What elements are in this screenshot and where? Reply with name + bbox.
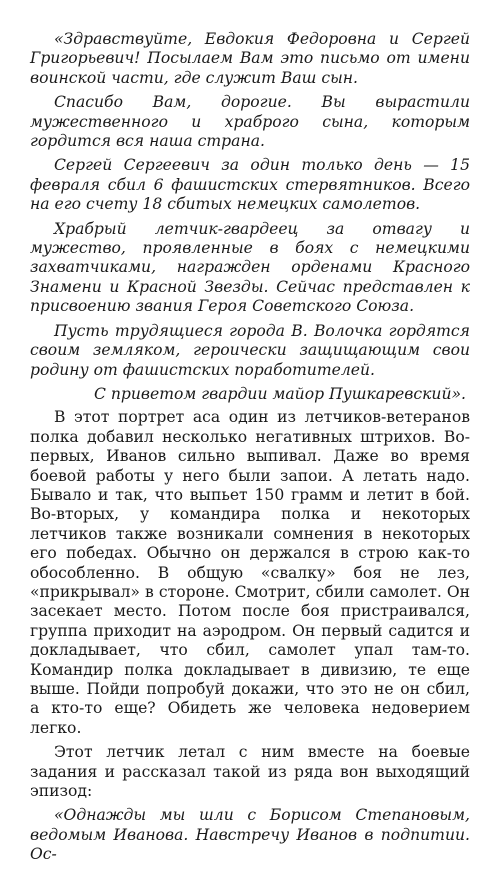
letter-paragraph-1: «Здравствуйте, Евдокия Федоровна и Сергей Григорьевич! Посылаем Вам это письмо от имени воинской части, где служит Ваш сын. [30, 30, 470, 87]
letter-paragraph-4: Храбрый летчик-гвардеец за отвагу и мужество, проявленные в боях с немецкими захватчиками, награжден орденами Красного Знамени и Красной Звезды. Сейчас представлен к присвоению звания Героя Советского Союза. [30, 219, 470, 316]
letter-signature: С приветом гвардии майор Пушкаревский». [93, 384, 466, 403]
book-page [30, 30, 470, 870]
body-paragraph-2: Этот летчик летал с ним вместе на боевые задания и рассказал такой из ряда вон выходящий эпизод: [30, 743, 470, 801]
quote-paragraph: «Однажды мы шли с Борисом Степановым, ведомым Иванова. Навстречу Иванов в подпитии. Ос- [30, 806, 470, 864]
letter-paragraph-2: Спасибо Вам, дорогие. Вы вырастили мужественного и храброго сына, которым гордится вся наша страна. [30, 93, 470, 151]
letter-paragraph-5: Пусть трудящиеся города В. Волочка гордятся своим земляком, героически защищающим свои родину от фашистских поработителей. [30, 321, 470, 379]
letter-paragraph-3: Сергей Сергеевич за один только день — 15 февраля сбил 6 фашистских стервятников. Всего на его счету 18 сбитых немецких самолетов. [30, 156, 470, 214]
body-paragraph-1: В этот портрет аса один из летчиков-ветеранов полка добавил несколько негативных штрихов. Во-первых, Иванов сильно выпивал. Даже во время боевой работы у него были запои. А летать надо. Бывало и так, что выпьет 150 грамм и летит в бой. Во-вторых, у командира полка и некоторых летчиков также возникали сомнения в некоторых его победах. Обычно он держался в строю как-то обособленно. В общую «свалку» боя не лез, «прикрывал» в стороне. Смотрит, сбили самолет. Он засекает место. Потом после боя пристраивался, группа приходит на аэродром. Он первый садится и докладывает, что сбил, самолет упал там-то. Командир полка докладывает в дивизию, те еще выше. Пойди попробуй докажи, что это не он сбил, а кто-то еще? Обидеть же человека недоверием легко. [30, 408, 470, 737]
